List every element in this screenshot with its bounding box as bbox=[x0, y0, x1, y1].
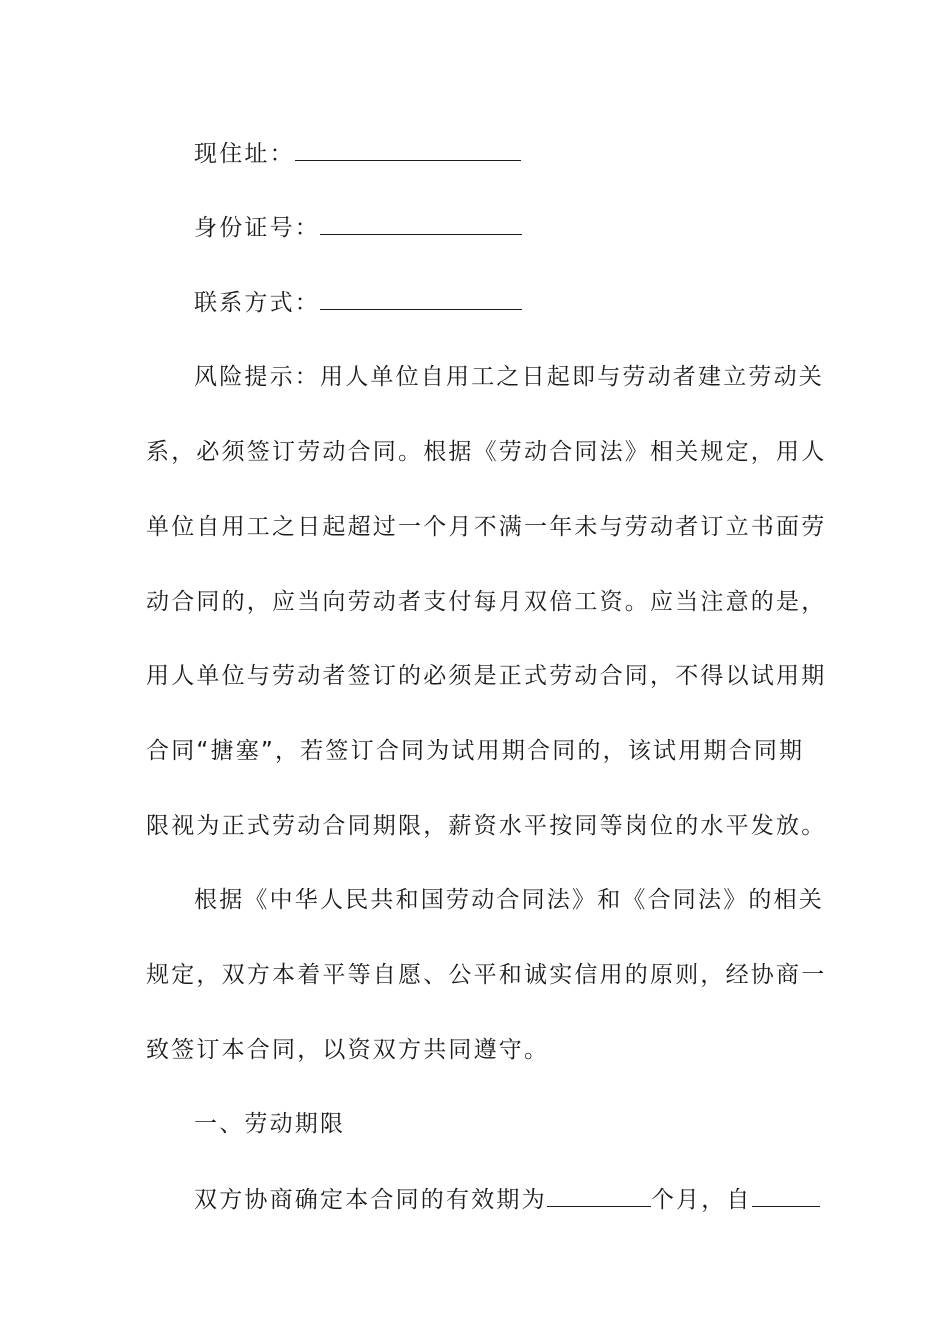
basis-line: 根据《中华人民共和国劳动合同法》和《合同法》的相关 bbox=[194, 887, 824, 913]
contact-row bbox=[194, 287, 522, 318]
risk-notice-line: 限视为正式劳动合同期限，薪资水平按同等岗位的水平发放。 bbox=[146, 813, 827, 839]
id-number-row bbox=[194, 212, 522, 243]
address-label: 现住址： bbox=[194, 141, 295, 167]
risk-notice-line: 风险提示：用人单位自用工之日起即与劳动者建立劳动关 bbox=[194, 364, 824, 390]
risk-notice-line: 系，必须签订劳动合同。根据《劳动合同法》相关规定，用人 bbox=[146, 439, 827, 465]
term-months-blank[interactable] bbox=[547, 1184, 651, 1207]
risk-notice-line: 动合同的，应当向劳动者支付每月双倍工资。应当注意的是， bbox=[146, 589, 827, 615]
term-text: 个月，自 bbox=[650, 1187, 752, 1213]
id-number-label: 身份证号： bbox=[194, 215, 320, 241]
contact-blank[interactable] bbox=[320, 287, 522, 310]
address-row bbox=[194, 138, 521, 169]
basis-line: 致签订本合同，以资双方共同遵守。 bbox=[146, 1037, 550, 1063]
basis-line: 规定，双方本着平等自愿、公平和诚实信用的原则，经协商一 bbox=[146, 962, 827, 988]
address-blank[interactable] bbox=[295, 138, 521, 161]
section-heading: 一、劳动期限 bbox=[194, 1111, 346, 1137]
term-start-blank[interactable] bbox=[752, 1184, 820, 1207]
term-text: 双方协商确定本合同的有效期为 bbox=[194, 1187, 547, 1213]
risk-notice-line: 用人单位与劳动者签订的必须是正式劳动合同，不得以试用期 bbox=[146, 663, 827, 689]
term-row bbox=[194, 1184, 820, 1215]
risk-notice-line: 单位自用工之日起超过一个月不满一年未与劳动者订立书面劳 bbox=[146, 514, 827, 540]
contact-label: 联系方式： bbox=[194, 290, 320, 316]
id-number-blank[interactable] bbox=[320, 212, 522, 235]
risk-notice-line: 合同“搪塞”，若签订合同为试用期合同的，该试用期合同期 bbox=[146, 738, 805, 764]
